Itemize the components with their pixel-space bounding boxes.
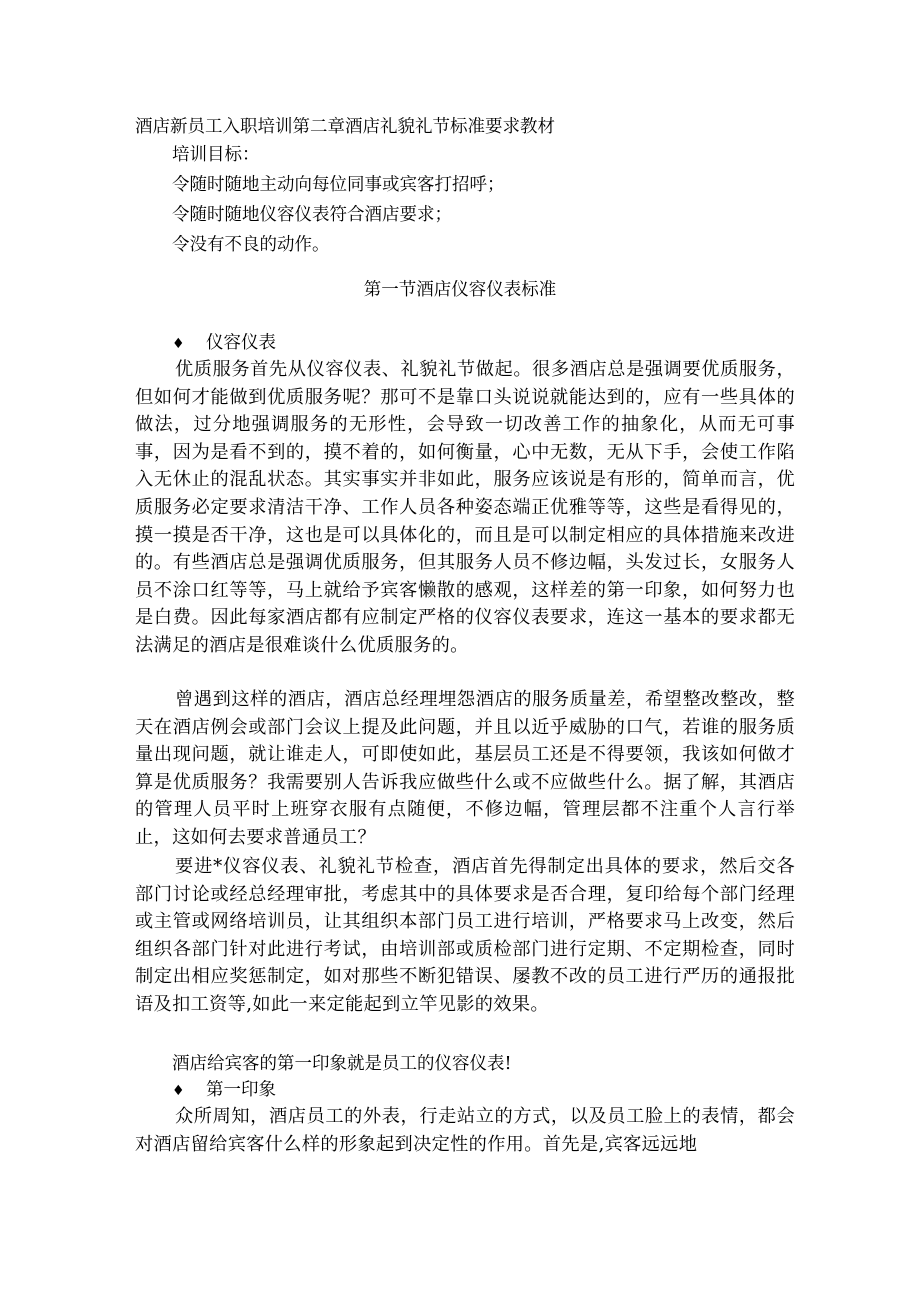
emphasis-line: 酒店给宾客的第一印象就是员工的仪容仪表! bbox=[172, 1054, 512, 1074]
training-goals-heading: 培训目标： bbox=[172, 145, 260, 165]
section-heading: 第一节酒店仪容仪表标准 bbox=[363, 280, 557, 300]
body-paragraph: 要进*仪容仪表、礼貌礼节检查，酒店首先得制定出具体的要求，然后交各部门讨论或经总经理审批，考虑其中的具体要求是否合理，复印给每个部门经理或主管或网络培训员，让其组织本部门员工进行培训，严格要求马上改变，然后组织各部门针对此进行考试，由培训部或质检部门进行定期、不定期检查，同时制定出相应奖惩制定，如对那些不断犯错误、屡教不改的员工进行严历的通报批语及扣工资等,如此一来定能起到立竿见影的效果。 bbox=[135, 856, 795, 1015]
body-paragraph: 众所周知，酒店员工的外表，行走站立的方式，以及员工脸上的表情，都会对酒店留给宾客什么样的形象起到决定性的作用。首先是,宾客远远地 bbox=[135, 1106, 795, 1155]
body-paragraph: 优质服务首先从仪容仪表、礼貌礼节做起。很多酒店总是强调要优质服务，但如何才能做到优质服务呢？那可不是靠口头说说就能达到的，应有一些具体的做法，过分地强调服务的无形性，会导致一切改善工作的抽象化，从而无可事事，因为是看不到的，摸不着的，如何衡量，心中无数，无从下手，会使工作陷入无休止的混乱状态。其实事实并非如此，服务应该说是有形的，简单而言，优质服务必定要求清洁干净、工作人员各种姿态端正优雅等等，这些是看得见的，摸一摸是否干净，这也是可以具体化的，而且是可以制定相应的具体措施来改进的。有些酒店总是强调优质服务，但其服务人员不修边幅，头发过长，女服务人员不涂口红等等，马上就给予宾客懒散的感观，这样差的第一印象，如何努力也是白费。因此每家酒店都有应制定严格的仪容仪表要求，连这一基本的要求都无法满足的酒店是很难谈什么优质服务的。 bbox=[135, 359, 795, 656]
bullet-heading-first-impression bbox=[172, 1076, 276, 1105]
training-goals bbox=[172, 140, 505, 260]
diamond-bullet-icon: ♦ bbox=[172, 1083, 185, 1099]
document-title: 酒店新员工入职培训第二章酒店礼貌礼节标准要求教材 bbox=[135, 117, 555, 137]
training-goal-item: 令没有不良的动作。 bbox=[172, 235, 330, 255]
training-goal-item: 令随时随地主动向每位同事或宾客打招呼； bbox=[172, 175, 505, 195]
training-goal-item: 令随时随地仪容仪表符合酒店要求； bbox=[172, 205, 452, 225]
body-paragraph: 曾遇到这样的酒店，酒店总经理埋怨酒店的服务质量差，希望整改整改，整天在酒店例会或部门会议上提及此问题，并且以近乎威胁的口气，若谁的服务质量出现问题，就让谁走人，可即使如此，基层员工还是不得要领，我该如何做才算是优质服务？我需要别人告诉我应做些什么或不应做些什么。据了解，其酒店的管理人员平时上班穿衣服有点随便，不修边幅，管理层都不注重个人言行举止，这如何去要求普通员工？ bbox=[135, 689, 795, 848]
bullet-heading-appearance bbox=[172, 329, 276, 358]
bullet-heading-label: 第一印象 bbox=[206, 1080, 276, 1100]
diamond-bullet-icon: ♦ bbox=[172, 336, 185, 352]
bullet-heading-label: 仪容仪表 bbox=[206, 333, 276, 353]
